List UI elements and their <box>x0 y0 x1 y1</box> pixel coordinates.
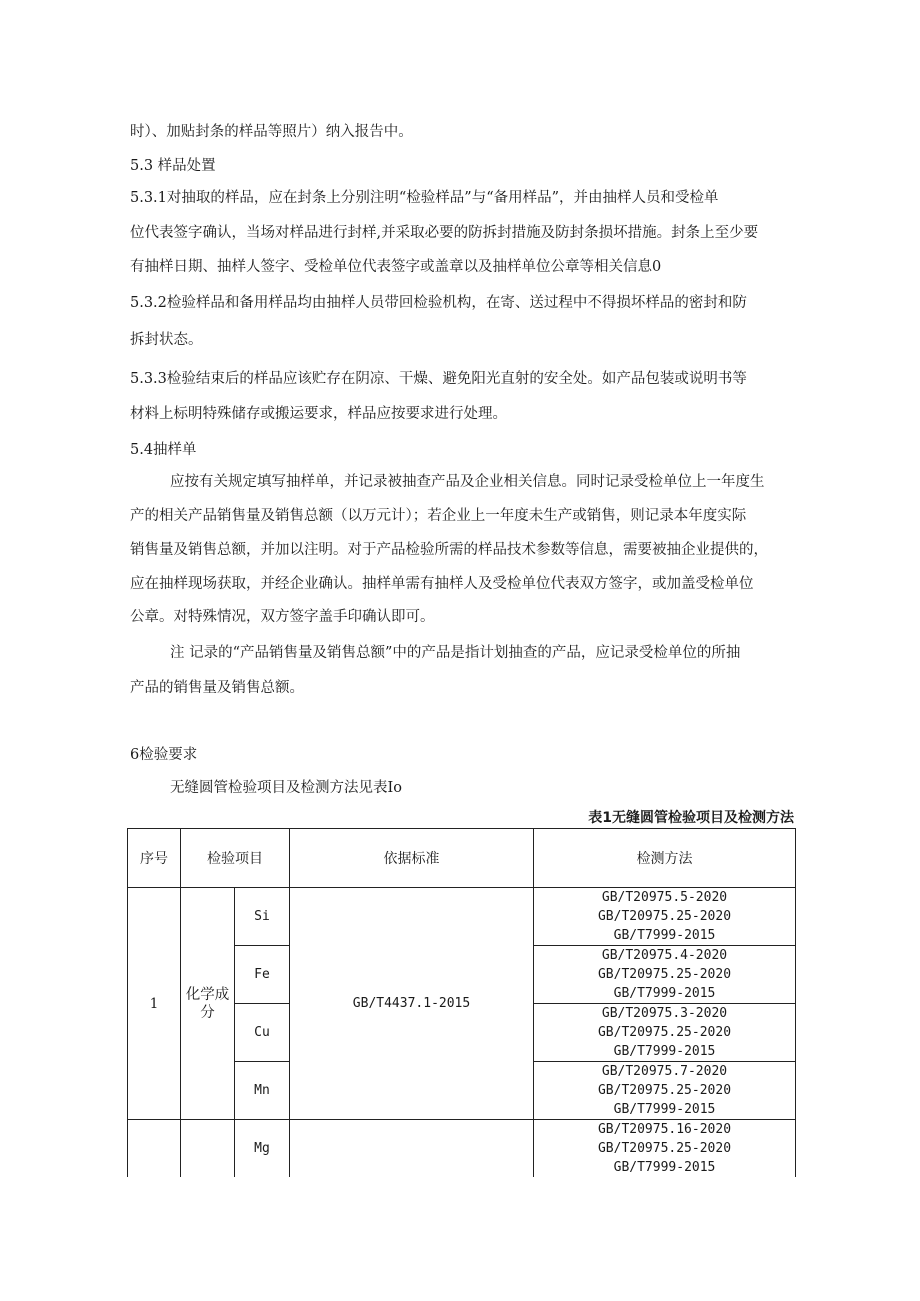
text-line: 5.3.2检验样品和备用样品均由抽样人员带回检验机构，在寄、送过程中不得损坏样品的密封和防 <box>130 295 747 311</box>
text-line: 应在抽样现场获取，并经企业确认。抽样单需有抽样人及受检单位代表双方签字，或加盖受检单位 <box>130 576 754 592</box>
table-row <box>128 1120 796 1178</box>
header-standard: 依据标准 <box>290 829 534 888</box>
text-line: 无缝圆管检验项目及检测方法见表Io <box>170 780 402 796</box>
text-line: 材料上标明特殊储存或搬运要求，样品应按要求进行处理。 <box>130 406 507 422</box>
element-mn: Mn <box>235 1062 290 1120</box>
item-chemical-composition: 化学成分 <box>181 888 235 1120</box>
section-heading: 5.4抽样单 <box>130 442 197 458</box>
row-number: 1 <box>128 888 181 1120</box>
text-line: 产的相关产品销售量及销售总额（以万元计）；若企业上一年度未生产或销售，则记录本年度实际 <box>130 508 747 524</box>
text-line: 5.3.3检验结束后的样品应该贮存在阴凉、干燥、避免阳光直射的安全处。如产品包装或说明书等 <box>130 371 747 387</box>
inspection-table <box>127 828 796 1177</box>
text-line: 5.3.1对抽取的样品，应在封条上分别注明“检验样品”与“备用样品”，并由抽样人员和受检单 <box>130 190 719 206</box>
text-line: 销售量及销售总额，并加以注明。对于产品检验所需的样品技术参数等信息，需要被抽企业提供的， <box>130 542 768 558</box>
element-si: Si <box>235 888 290 946</box>
item-empty <box>181 1120 235 1178</box>
text-line: 位代表签字确认，当场对样品进行封样,并采取必要的防拆封措施及防封条损坏措施。封条上至少要 <box>130 225 759 241</box>
header-item: 检验项目 <box>181 829 290 888</box>
method-cell: GB/T20975.16-2020 GB/T20975.25-2020 GB/T7999-2015 <box>534 1120 796 1178</box>
text-line: 时）、加贴封条的样品等照片）纳入报告中。 <box>130 124 413 140</box>
header-method: 检测方法 <box>534 829 796 888</box>
element-fe: Fe <box>235 946 290 1004</box>
table-caption: 表1无缝圆管检验项目及检测方法 <box>588 810 794 826</box>
text-line: 拆封状态。 <box>130 332 203 348</box>
note-line: 注 记录的“产品销售量及销售总额”中的产品是指计划抽查的产品，应记录受检单位的所抽 <box>170 645 741 661</box>
method-cell: GB/T20975.7-2020 GB/T20975.25-2020 GB/T7999-2015 <box>534 1062 796 1120</box>
row-number-empty <box>128 1120 181 1178</box>
text-line: 应按有关规定填写抽样单，并记录被抽查产品及企业相关信息。同时记录受检单位上一年度生 <box>170 474 765 490</box>
header-no: 序号 <box>128 829 181 888</box>
method-cell: GB/T20975.4-2020 GB/T20975.25-2020 GB/T7999-2015 <box>534 946 796 1004</box>
element-mg: Mg <box>235 1120 290 1178</box>
method-cell: GB/T20975.3-2020 GB/T20975.25-2020 GB/T7999-2015 <box>534 1004 796 1062</box>
note-line: 产品的销售量及销售总额。 <box>130 680 304 696</box>
method-cell: GB/T20975.5-2020 GB/T20975.25-2020 GB/T7999-2015 <box>534 888 796 946</box>
table-row <box>128 888 796 946</box>
standard-empty <box>290 1120 534 1178</box>
text-line: 有抽样日期、抽样人签字、受检单位代表签字或盖章以及抽样单位公章等相关信息0 <box>130 259 662 275</box>
table-header-row <box>128 829 796 888</box>
section-heading: 5.3 样品处置 <box>130 158 216 174</box>
element-cu: Cu <box>235 1004 290 1062</box>
standard-cell: GB/T4437.1-2015 <box>290 888 534 1120</box>
section-heading: 6检验要求 <box>130 747 198 763</box>
text-line: 公章。对特殊情况，双方签字盖手印确认即可。 <box>130 609 435 625</box>
